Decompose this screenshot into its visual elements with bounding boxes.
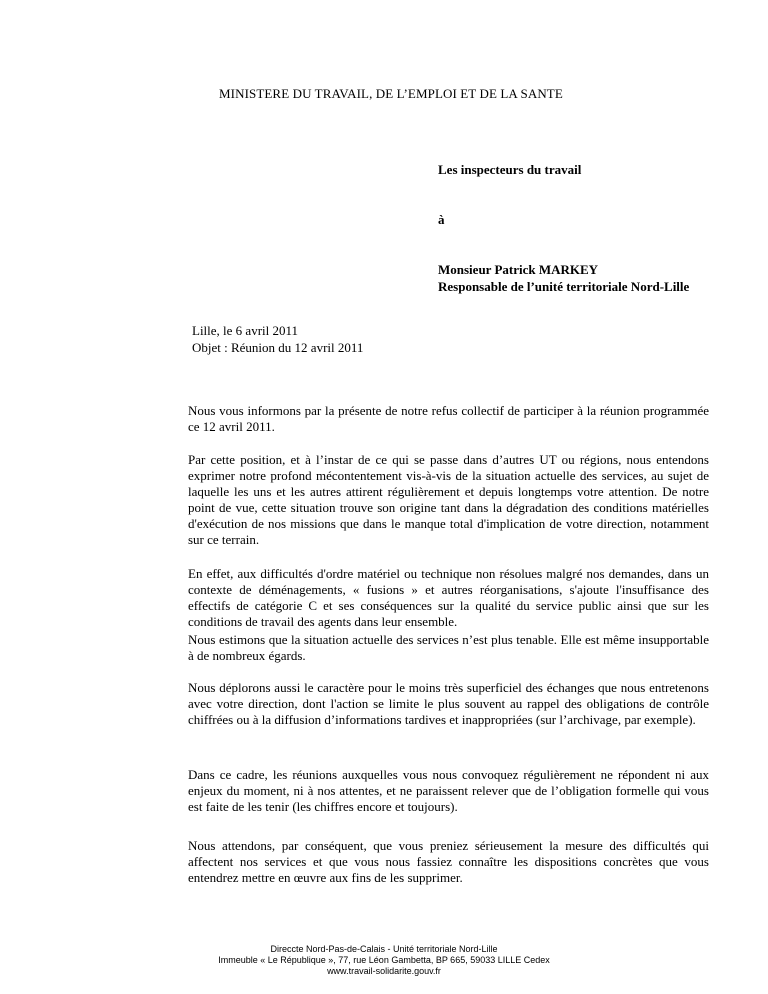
body-paragraph: Nous déplorons aussi le caractère pour le moins très superficiel des échanges que nous entretenons avec votre direction, dont l'action se limite le plus souvent au rappel des obligations de contrôle chiffrées ou à la diffusion d’informations tardives et inappropriées (sur l’archivage, par exemple). (188, 680, 709, 727)
sender-line: Les inspecteurs du travail (438, 162, 582, 177)
body-paragraph: Nous estimons que la situation actuelle des services n’est plus tenable. Elle est même insupportable à de nombreux égards. (188, 632, 709, 663)
body-paragraph: Nous attendons, par conséquent, que vous preniez sérieusement la mesure des difficultés qui affectent nos services et que vous nous fassiez connaître les dispositions concrètes que vous entendrez mettre en œuvre aux fins de les supprimer. (188, 838, 709, 885)
body-paragraph: Dans ce cadre, les réunions auxquelles vous nous convoquez régulièrement ne répondent ni aux enjeux du moment, ni à nos attentes, et ne paraissent relever que de l’obligation formelle qui vous est faite de les tenir (les chiffres encore et toujours). (188, 767, 709, 814)
place-date: Lille, le 6 avril 2011 (192, 323, 299, 338)
addressee-block (438, 261, 689, 295)
body-paragraph: Par cette position, et à l’instar de ce qui se passe dans d’autres UT ou régions, nous entendons exprimer notre profond mécontentement vis-à-vis de la situation actuelle des services, au sujet de laquelle les uns et les autres attirent régulièrement et depuis longtemps votre attention. De notre point de vue, cette situation trouve son origine tant dans la dégradation des conditions matérielles d'exécution de nos missions que dans le manque total d'implication de votre direction, notamment sur ce terrain. (188, 452, 709, 547)
page-footer (0, 944, 768, 977)
footer-website: www.travail-solidarite.gouv.fr (327, 966, 441, 976)
addressee-name: Monsieur Patrick MARKEY (438, 262, 599, 277)
body-paragraph: Nous vous informons par la présente de notre refus collectif de participer à la réunion programmée ce 12 avril 2011. (188, 403, 709, 434)
footer-address: Immeuble « Le République », 77, rue Léon Gambetta, BP 665, 59033 LILLE Cedex (218, 955, 550, 965)
letter-meta (192, 322, 363, 356)
ministry-header: MINISTERE DU TRAVAIL, DE L’EMPLOI ET DE LA SANTE (219, 86, 563, 101)
to-word: à (438, 212, 445, 227)
footer-organization: Direccte Nord-Pas-de-Calais - Unité territoriale Nord-Lille (270, 944, 498, 954)
body-paragraph: En effet, aux difficultés d'ordre matériel ou technique non résolues malgré nos demandes, dans un contexte de déménagements, « fusions » et autres réorganisations, s'ajoute l'insuffisance des effectifs de catégorie C et ses conséquences sur la qualité du service public ainsi que sur les conditions de travail des agents dans leur ensemble. (188, 566, 709, 629)
addressee-title: Responsable de l’unité territoriale Nord-Lille (438, 279, 690, 294)
subject-line: Objet : Réunion du 12 avril 2011 (192, 340, 364, 355)
